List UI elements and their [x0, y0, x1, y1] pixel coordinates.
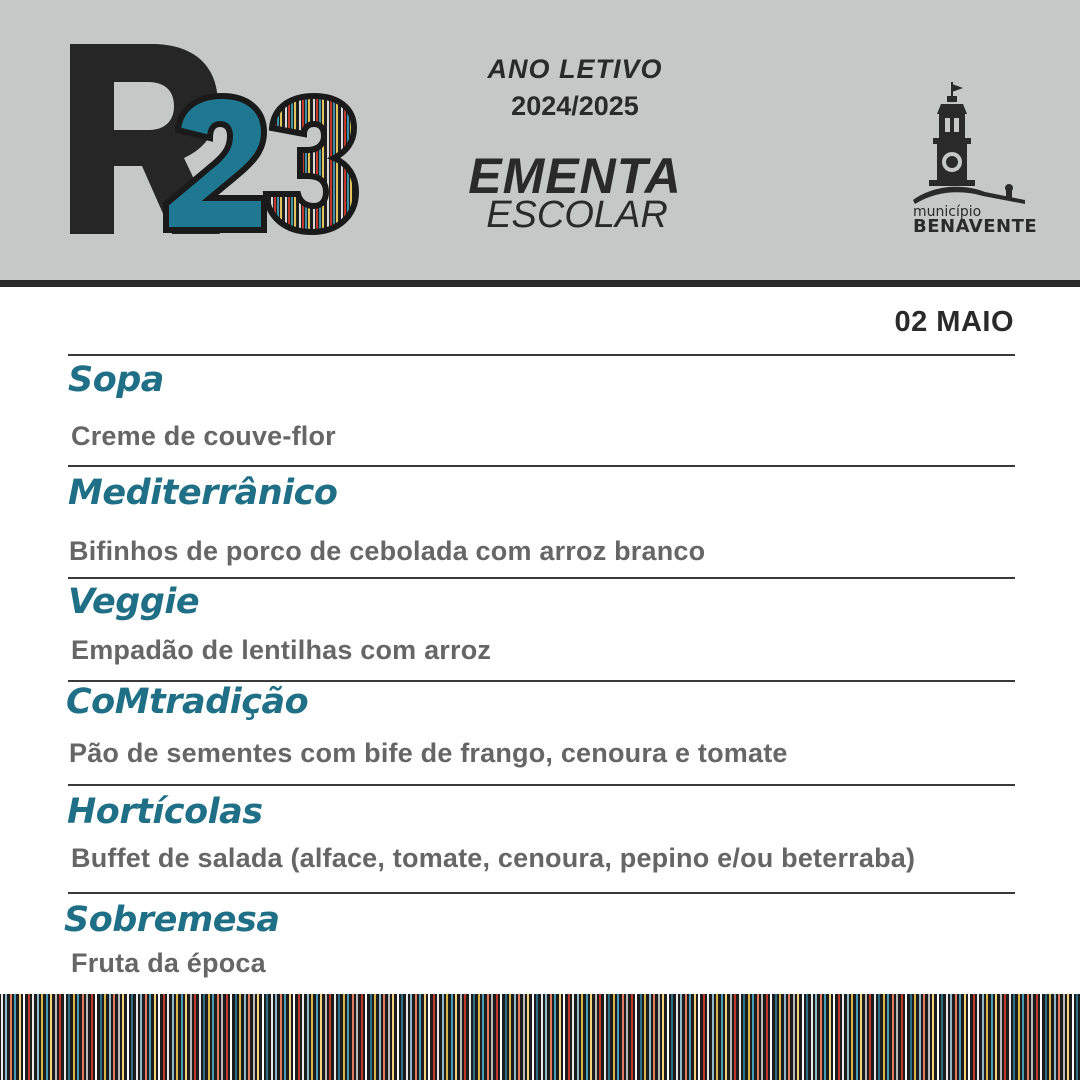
section-title-horticolas: Hortícolas	[67, 792, 263, 832]
divider	[68, 577, 1015, 579]
page-title	[430, 150, 720, 234]
r23-logo	[60, 38, 360, 248]
divider	[68, 465, 1015, 467]
school-year-label: ANO LETIVO	[487, 54, 663, 84]
section-title-veggie: Veggie	[68, 582, 200, 622]
section-item-veggie: Empadão de lentilhas com arroz	[71, 635, 492, 665]
section-item-mediterranico: Bifinhos de porco de cebolada com arroz branco	[69, 536, 706, 566]
decorative-stripes	[0, 994, 1080, 1080]
municipio-label: município	[913, 204, 982, 220]
menu-date: 02 MAIO	[894, 306, 1014, 338]
section-item-sopa: Creme de couve-flor	[71, 421, 336, 451]
section-item-sobremesa: Fruta da época	[71, 948, 266, 978]
municipio-name: BENAVENTE	[913, 216, 1038, 237]
divider	[68, 892, 1015, 894]
section-title-sopa: Sopa	[68, 360, 164, 400]
section-title-sobremesa: Sobremesa	[64, 900, 280, 940]
section-title-comtradicao: CoMtradição	[66, 682, 309, 722]
section-title-mediterranico: Mediterrânico	[68, 473, 338, 513]
title-line-1: EMENTA	[468, 148, 682, 204]
section-item-comtradicao: Pão de sementes com bife de frango, cenoura e tomate	[69, 738, 788, 768]
header-divider	[0, 280, 1080, 287]
divider	[68, 784, 1015, 786]
divider	[68, 354, 1015, 356]
section-item-horticolas: Buffet de salada (alface, tomate, cenoura, pepino e/ou beterraba)	[71, 843, 916, 873]
school-year-value: 2024/2025	[511, 91, 639, 121]
title-line-2: ESCOLAR	[486, 194, 668, 236]
school-year-block	[430, 54, 720, 122]
